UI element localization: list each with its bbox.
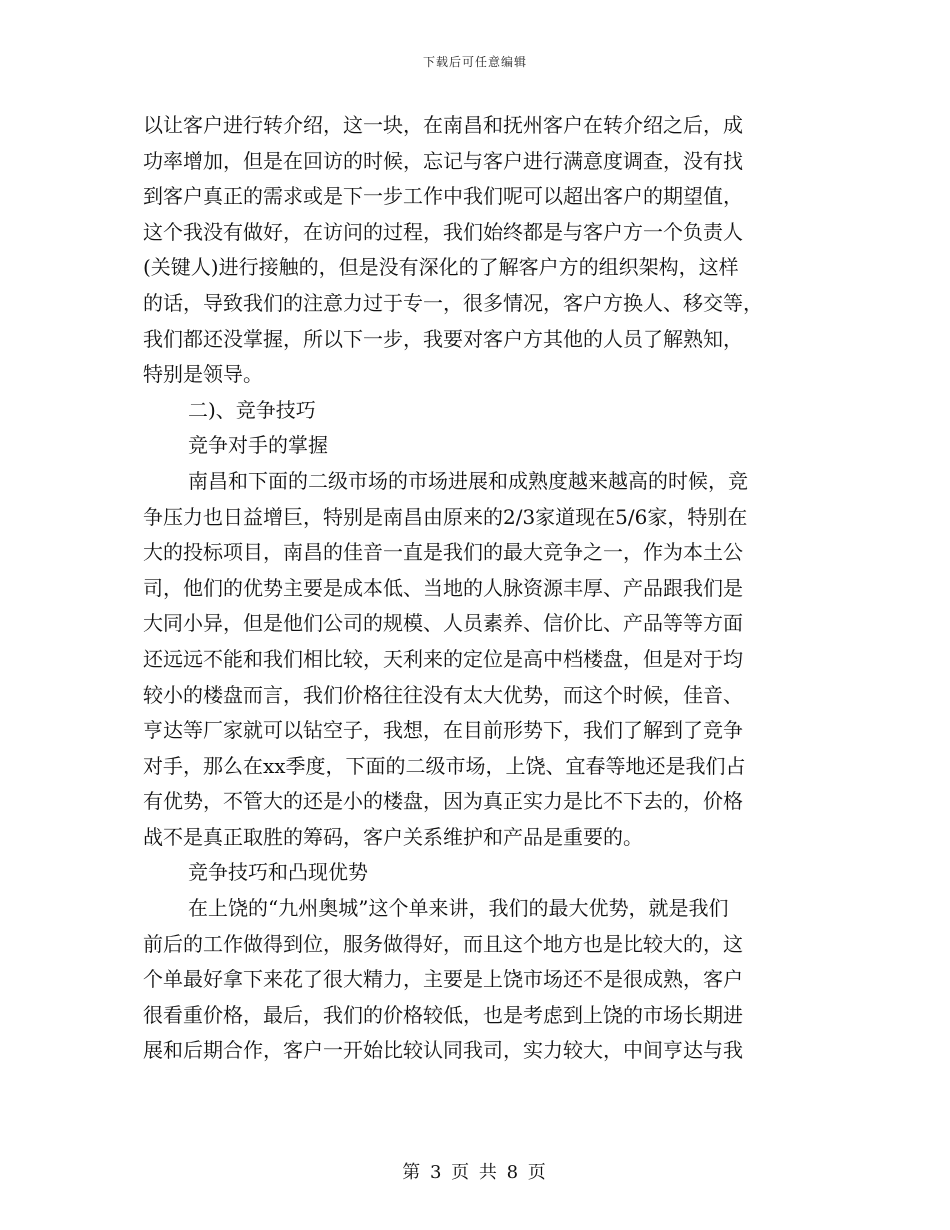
subsection-heading: 竞争对手的掌握: [188, 433, 328, 458]
body-line: 较小的楼盘而言，我们价格往往没有太大优势，而这个时候，佳音、: [143, 682, 743, 707]
body-line: 个单最好拿下来花了很大精力，主要是上饶市场还不是很成熟，客户: [143, 967, 743, 992]
body-line: 我们都还没掌握，所以下一步，我要对客户方其他的人员了解熟知，: [143, 326, 743, 351]
body-line: 争压力也日益增巨，特别是南昌由原来的2/3家道现在5/6家，特别在: [143, 504, 748, 529]
body-line: 这个我没有做好，在访问的过程，我们始终都是与客户方一个负责人: [143, 219, 743, 244]
body-line: 的话，导致我们的注意力过于专一，很多情况，客户方换人、移交等，: [143, 290, 763, 315]
body-line: 大的投标项目，南昌的佳音一直是我们的最大竞争之一，作为本土公: [143, 540, 743, 565]
body-line: 司，他们的优势主要是成本低、当地的人脉资源丰厚、产品跟我们是: [143, 575, 743, 600]
body-line: 到客户真正的需求或是下一步工作中我们呢可以超出客户的期望值，: [143, 184, 743, 209]
page-header: 下载后可任意编辑: [422, 55, 527, 69]
page-footer: 第 3 页 共 8 页: [402, 1162, 548, 1183]
body-line: 有优势，不管大的还是小的楼盘，因为真正实力是比不下去的，价格: [143, 789, 743, 814]
body-line: (关键人)进行接触的，但是没有深化的了解客户方的组织架构，这样: [143, 255, 739, 280]
body-line: 对手，那么在xx季度，下面的二级市场，上饶、宜春等地还是我们占: [143, 753, 746, 778]
body-line: 特别是领导。: [143, 362, 263, 387]
section-heading: 二)、竞争技巧: [188, 397, 316, 422]
paragraph-start: 南昌和下面的二级市场的市场进展和成熟度越来越高的时候，竞: [188, 468, 748, 493]
body-line: 大同小异，但是他们公司的规模、人员素养、信价比、产品等等方面: [143, 611, 743, 636]
body-line: 战不是真正取胜的筹码，客户关系维护和产品是重要的。: [143, 824, 643, 849]
body-line: 很看重价格，最后，我们的价格较低，也是考虑到上饶的市场长期进: [143, 1002, 743, 1027]
body-line: 功率增加，但是在回访的时候，忘记与客户进行满意度调查，没有找: [143, 148, 743, 173]
paragraph-start: 在上饶的“九州奥城”这个单来讲，我们的最大优势，就是我们: [188, 896, 729, 921]
body-line: 前后的工作做得到位，服务做得好，而且这个地方也是比较大的，这: [143, 931, 743, 956]
body-line: 以让客户进行转介绍，这一块，在南昌和抚州客户在转介绍之后，成: [143, 113, 743, 137]
document-body: [143, 108, 813, 1069]
body-line: 展和后期合作，客户一开始比较认同我司，实力较大，中间亨达与我: [143, 1038, 743, 1063]
body-line: 还远远不能和我们相比较，天利来的定位是高中档楼盘，但是对于均: [143, 646, 743, 671]
body-line: 亨达等厂家就可以钻空子，我想，在目前形势下，我们了解到了竞争: [143, 718, 743, 743]
subsection-heading: 竞争技巧和凸现优势: [188, 860, 368, 885]
